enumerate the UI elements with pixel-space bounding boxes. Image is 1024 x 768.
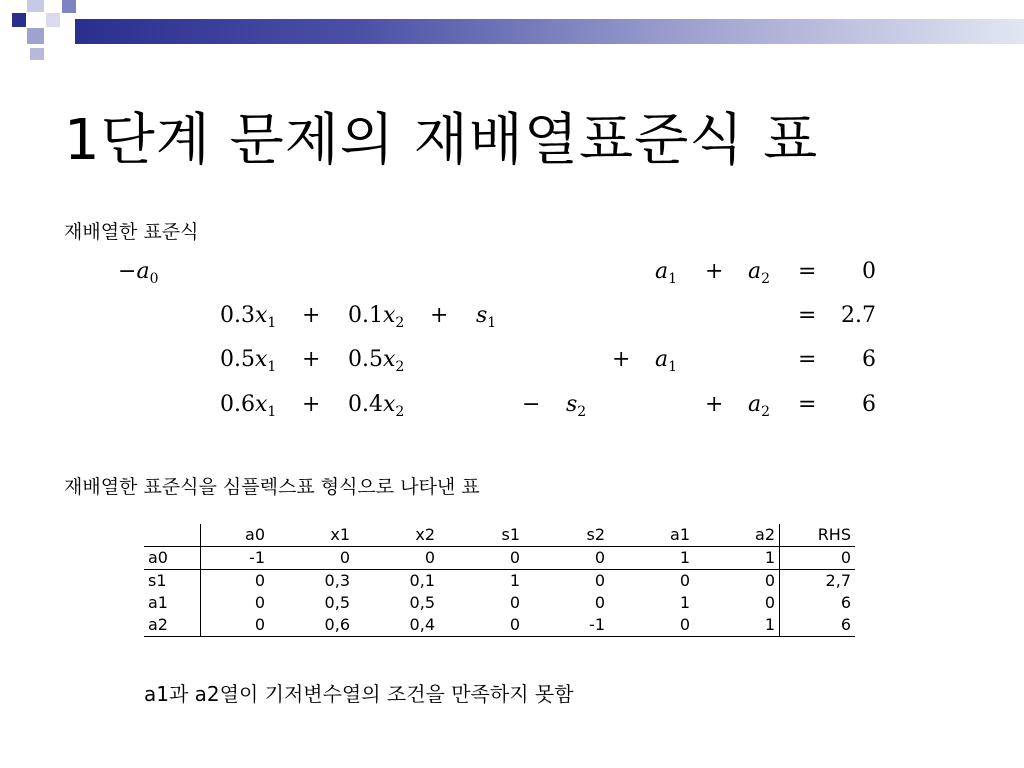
op-plus-r1: + [705,259,724,284]
table-cell: 0,6 [324,615,350,634]
col-header: x2 [415,525,435,544]
banner-square-mid [27,28,44,44]
table-cell: 0 [594,571,605,590]
equation-row-1 [118,259,876,287]
term-s1: $s_1$ [476,303,497,331]
term-a2-r4: $a_2$ [748,392,771,420]
op-plus-r2b: + [430,303,449,328]
equation-row-2 [220,303,876,331]
table-cell: 0 [509,548,520,567]
equation-system [0,250,1024,430]
banner-gradient-bar [75,19,1024,44]
term-05x2: $0.5x_2$ [348,347,405,375]
table-cell: 0,5 [409,593,435,612]
table-cell: 1 [679,593,690,612]
table-row [144,547,855,570]
term-s2: $s_2$ [566,392,587,420]
row-label: s1 [144,570,201,593]
table-cell: 1 [694,547,780,570]
table-cell: 1 [509,571,520,590]
table-cell: 0 [594,548,605,567]
table-cell: -1 [249,548,265,567]
tableau-header-row [144,524,855,547]
rhs-r3: 6 [862,347,876,372]
equation-row-3 [220,347,876,375]
row-label: a0 [144,547,201,570]
table-cell: 0 [840,548,851,567]
table-cell: 0 [679,615,690,634]
col-header: x1 [330,525,350,544]
op-eq-r2: = [798,303,817,328]
op-plus-r4b: + [705,392,724,417]
table-cell: 0 [594,593,605,612]
table-cell: 0 [254,593,265,612]
table-cell: 0,1 [409,571,435,590]
term-06x1: $0.6x_1$ [220,392,277,420]
op-plus-r2a: + [302,303,321,328]
table-cell: 6 [840,593,851,612]
col-header: RHS [817,525,851,544]
term-a2-r1: $a_2$ [748,259,771,287]
section-tableau-label: 재배열한 표준식을 심플렉스표 형식으로 나타낸 표 [64,476,480,498]
term-a1-r1: $a_1$ [655,259,678,287]
op-eq-r3: = [798,347,817,372]
table-cell: 0 [509,615,520,634]
table-cell: 2,7 [825,571,851,590]
term-04x2: $0.4x_2$ [348,392,405,420]
term-05x1: $0.5x_1$ [220,347,277,375]
table-cell: 0 [694,592,780,614]
table-cell: 0 [424,548,435,567]
table-cell: 1 [694,614,780,637]
table-cell: 1 [679,548,690,567]
table-cell: 0 [679,571,690,590]
banner-square-pale [46,13,60,27]
term-neg-a0: $-a_0$ [118,259,159,287]
op-plus-r3b: + [612,347,631,372]
table-cell: 0,5 [324,593,350,612]
rhs-r1: 0 [862,259,876,284]
rhs-r2: 2.7 [841,303,876,328]
slide-title: 1단계 문제의 재배열표준식 표 [64,108,819,173]
section-standard-form-label: 재배열한 표준식 [64,221,199,243]
table-row [144,570,855,593]
tableau-corner [144,524,201,547]
col-header: a2 [694,524,780,547]
banner-square-dark-2 [62,0,76,13]
op-eq-r4: = [798,392,817,417]
table-cell: 0 [254,571,265,590]
op-eq-r1: = [798,259,817,284]
term-03x1: $0.3x_1$ [220,303,277,331]
term-a1-r3: $a_1$ [655,347,678,375]
rhs-r4: 6 [862,392,876,417]
op-plus-r4a: + [302,392,321,417]
equation-row-4 [220,392,876,420]
row-label: a2 [144,614,201,637]
table-cell: 0 [694,570,780,593]
op-minus-r4: − [522,392,541,417]
col-header: s1 [501,525,520,544]
col-header: s2 [586,525,605,544]
simplex-tableau [144,524,855,637]
tableau-note: a1과 a2열이 기저변수열의 조건을 만족하지 못함 [144,682,574,706]
table-cell: -1 [589,615,605,634]
table-row [144,592,855,614]
term-01x2: $0.1x_2$ [348,303,405,331]
table-cell: 0,3 [324,571,350,590]
title-banner [0,0,1024,62]
table-row [144,614,855,637]
table-cell: 0,4 [409,615,435,634]
col-header: a1 [670,525,690,544]
equation-svg [0,250,1024,430]
op-plus-r3a: + [302,347,321,372]
row-label: a1 [144,592,201,614]
banner-square-dark [12,13,26,27]
table-cell: 0 [339,548,350,567]
col-header: a0 [245,525,265,544]
table-cell: 6 [840,615,851,634]
table-cell: 0 [254,615,265,634]
table-cell: 0 [509,593,520,612]
banner-square-small [30,48,44,60]
banner-square-light [27,0,44,12]
